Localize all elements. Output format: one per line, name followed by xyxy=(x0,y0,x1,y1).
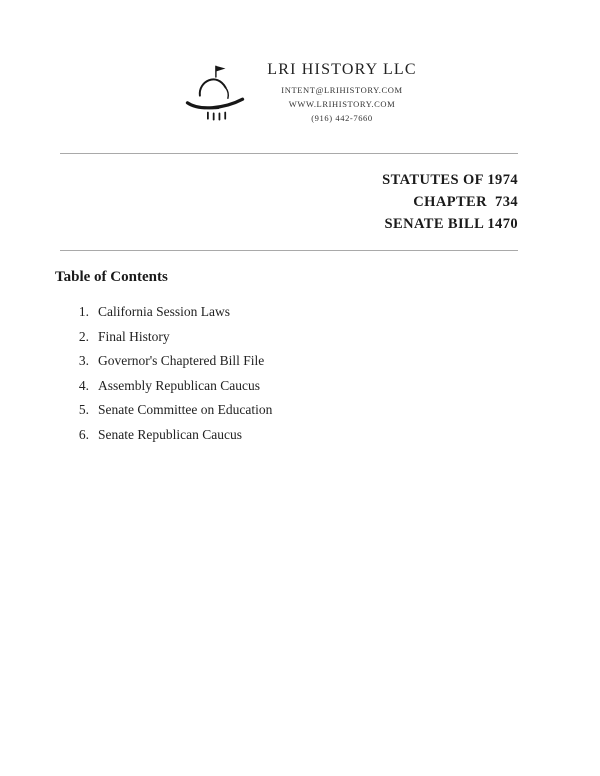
chapter-line: CHAPTER 734 xyxy=(413,194,518,210)
toc-item-number: 1. xyxy=(78,304,89,319)
top-divider xyxy=(60,153,518,154)
toc-item xyxy=(70,325,600,350)
company-name: LRI HISTORY LLC xyxy=(267,60,417,78)
toc-list xyxy=(70,300,600,447)
toc-item-label: Senate Republican Caucus xyxy=(98,426,242,442)
company-website: WWW.LRIHISTORY.COM xyxy=(288,98,396,109)
company-phone: (916) 442-7660 xyxy=(311,113,373,123)
statute-reference-block xyxy=(0,169,518,235)
toc-title: Table of Contents xyxy=(55,269,168,285)
toc-item xyxy=(70,398,600,423)
toc-item-number: 2. xyxy=(78,328,89,344)
toc-item-label: Governor's Chaptered Bill File xyxy=(98,353,265,368)
toc-item-number: 5. xyxy=(78,402,89,417)
letterhead-text xyxy=(267,61,417,125)
toc-item-number: 6. xyxy=(78,426,89,442)
toc-item xyxy=(70,349,600,374)
statutes-year-line: STATUTES OF 1974 xyxy=(382,172,518,188)
toc-item-label: California Session Laws xyxy=(98,304,230,319)
toc-item xyxy=(70,374,600,399)
toc-item xyxy=(70,423,600,448)
senate-bill-line: SENATE BILL 1470 xyxy=(384,216,518,232)
toc-item-number: 4. xyxy=(78,377,89,393)
toc-item-label: Assembly Republican Caucus xyxy=(98,377,260,393)
toc-item xyxy=(70,300,600,325)
toc-item-label: Final History xyxy=(98,328,170,344)
capitol-dome-logo-icon xyxy=(183,60,247,126)
bottom-divider xyxy=(60,250,518,251)
company-email: INTENT@LRIHISTORY.COM xyxy=(281,84,403,95)
toc-item-label: Senate Committee on Education xyxy=(98,402,273,417)
toc-item-number: 3. xyxy=(78,353,89,368)
letterhead xyxy=(0,0,600,126)
